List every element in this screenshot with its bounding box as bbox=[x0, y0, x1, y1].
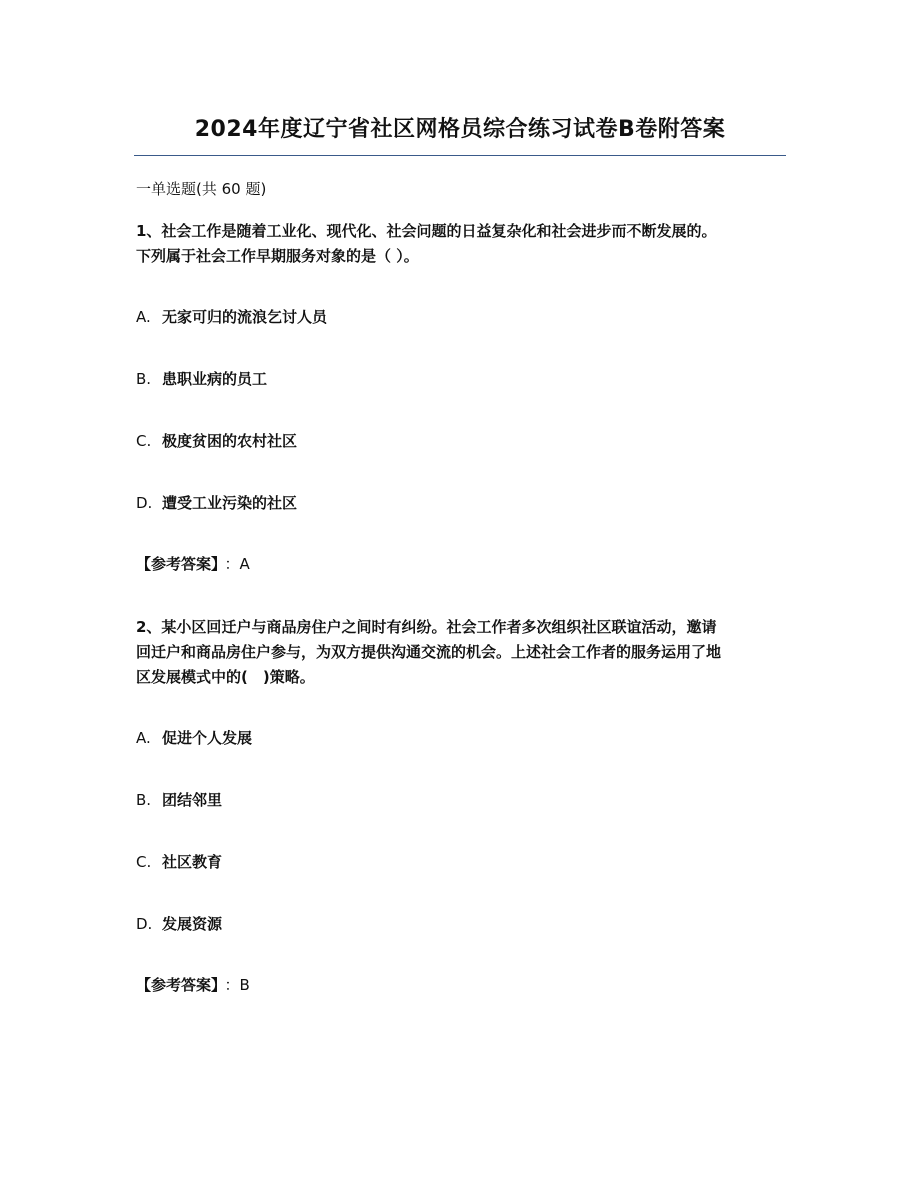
option-text: 社区教育 bbox=[162, 853, 223, 871]
question-2-option-a bbox=[136, 726, 796, 751]
question-2-stem-line-3: 区发展模式中的( )策略。 bbox=[136, 668, 315, 686]
answer-label: 【参考答案】 bbox=[136, 976, 219, 994]
option-text: 促进个人发展 bbox=[162, 729, 253, 747]
option-letter: D. bbox=[136, 494, 153, 512]
title-underline bbox=[134, 155, 786, 156]
question-2-answer bbox=[136, 973, 796, 998]
question-2-stem-line-1: 2、某小区回迁户与商品房住户之间时有纠纷。社会工作者多次组织社区联谊活动，邀请 bbox=[136, 618, 717, 636]
answer-label: 【参考答案】 bbox=[136, 555, 219, 573]
option-text: 团结邻里 bbox=[162, 791, 223, 809]
question-1-stem-line-1: 1、社会工作是随着工业化、现代化、社会问题的日益复杂化和社会进步而不断发展的。 bbox=[136, 222, 717, 240]
question-1-stem-line-2: 下列属于社会工作早期服务对象的是（ ）。 bbox=[136, 247, 419, 265]
answer-value: B bbox=[239, 976, 250, 994]
option-letter: C. bbox=[136, 432, 152, 450]
document-title: 2024年度辽宁省社区网格员综合练习试卷B卷附答案 bbox=[194, 117, 726, 142]
question-1-option-a bbox=[136, 305, 796, 330]
option-letter: B. bbox=[136, 370, 152, 388]
question-2-stem-line-2: 回迁户和商品房住户参与，为双方提供沟通交流的机会。上述社会工作者的服务运用了地 bbox=[136, 643, 722, 661]
question-2-option-d bbox=[136, 912, 796, 937]
option-letter: C. bbox=[136, 853, 152, 871]
answer-separator: ： bbox=[224, 976, 240, 994]
question-1-option-d bbox=[136, 491, 796, 516]
question-2-option-c bbox=[136, 850, 796, 875]
question-2-option-b bbox=[136, 788, 796, 813]
option-text: 发展资源 bbox=[162, 915, 223, 933]
section-heading: 一单选题(共 60 题) bbox=[136, 180, 267, 198]
option-text: 遭受工业污染的社区 bbox=[162, 494, 298, 512]
option-text: 极度贫困的农村社区 bbox=[162, 432, 298, 450]
question-1-option-b bbox=[136, 367, 796, 392]
option-letter: B. bbox=[136, 791, 152, 809]
option-letter: A. bbox=[136, 729, 151, 747]
question-1-option-c bbox=[136, 429, 796, 454]
answer-separator: ： bbox=[224, 555, 240, 573]
option-letter: A. bbox=[136, 308, 151, 326]
option-letter: D. bbox=[136, 915, 153, 933]
answer-value: A bbox=[239, 555, 250, 573]
question-1-answer bbox=[136, 552, 796, 577]
option-text: 患职业病的员工 bbox=[162, 370, 268, 388]
option-text: 无家可归的流浪乞讨人员 bbox=[162, 308, 328, 326]
